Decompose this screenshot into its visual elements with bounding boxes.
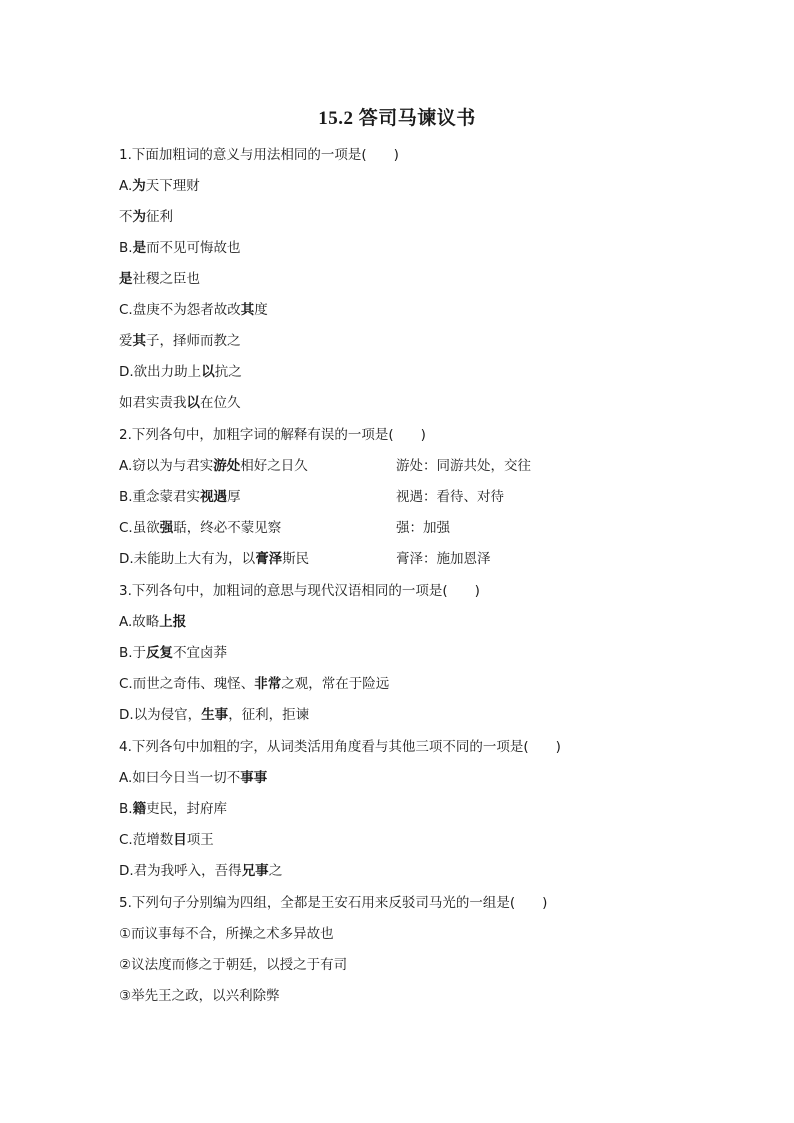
bold-word: 是 [119, 271, 133, 287]
bold-word: 生事 [201, 707, 229, 723]
q4-option-b [119, 800, 227, 818]
bold-word: 兄事 [241, 863, 269, 879]
question-1-stem: 1.下面加粗词的意义与用法相同的一项是( ) [119, 147, 399, 163]
q1-option-c-line2 [119, 332, 241, 350]
q2-option-a-gloss: 游处：同游共处，交往 [396, 458, 531, 474]
bold-word: 反复 [146, 645, 174, 661]
text: 度 [254, 302, 268, 318]
text: 不宜卤莽 [173, 645, 228, 661]
q1-option-c-line1 [119, 301, 268, 319]
bold-word: 非常 [254, 676, 282, 692]
q1-option-b-line2 [119, 270, 200, 288]
bold-word: 是 [132, 240, 147, 256]
text: 爱 [119, 333, 133, 349]
text: C.而世之奇伟、瑰怪、 [119, 676, 255, 692]
text: 相好之日久 [240, 458, 308, 474]
text: 社稷之臣也 [132, 271, 200, 287]
q5-sentence-1: ①而议事每不合，所操之术多异故也 [119, 926, 334, 942]
bold-word: 强 [159, 520, 174, 536]
bold-word: 游处 [213, 458, 241, 474]
bold-word: 以 [186, 395, 200, 411]
text: 在位久 [200, 395, 241, 411]
document-title: 15.2 答司马谏议书 [318, 108, 476, 129]
text: 厚 [227, 489, 241, 505]
q5-sentence-2: ②议法度而修之于朝廷，以授之于有司 [119, 957, 348, 973]
bold-word: 其 [240, 302, 255, 318]
q3-option-b [119, 644, 227, 662]
text: 项王 [186, 832, 214, 848]
bold-word: 其 [132, 333, 146, 349]
q1-option-b-line1 [119, 239, 241, 257]
question-4-stem: 4.下列各句中加粗的字，从词类活用角度看与其他三项不同的一项是( ) [119, 739, 561, 755]
q1-option-a-line2 [119, 208, 173, 226]
text: C.虽欲 [119, 520, 160, 536]
text: B. [119, 240, 133, 256]
q2-option-a [119, 457, 308, 475]
text: 抗之 [214, 364, 242, 380]
text: 斯民 [282, 551, 310, 567]
q4-option-a [119, 769, 267, 787]
q4-option-d [119, 862, 282, 880]
q3-option-c [119, 675, 389, 693]
bold-word: 为 [132, 209, 146, 225]
q1-option-d-line2 [119, 394, 241, 412]
text: C.盘庚不为怨者故改 [119, 302, 241, 318]
text: 之观，常在于险远 [281, 676, 390, 692]
bold-word: 事事 [240, 770, 268, 786]
q4-option-c [119, 831, 214, 849]
text: D.君为我呼入，吾得 [119, 863, 242, 879]
text: 之 [268, 863, 283, 879]
text: C.范增数 [119, 832, 174, 848]
text: B. [119, 801, 133, 817]
question-5-stem: 5.下列句子分别编为四组，全都是王安石用来反驳司马光的一组是( ) [119, 895, 548, 911]
q3-option-d [119, 706, 309, 724]
text: 吏民，封府库 [146, 801, 228, 817]
text: 而不见可悔故也 [146, 240, 241, 256]
text: A.如曰今日当一切不 [119, 770, 241, 786]
bold-word: 籍 [132, 801, 147, 817]
text: 聒，终必不蒙见察 [173, 520, 282, 536]
bold-word: 目 [173, 832, 187, 848]
q2-option-d [119, 550, 309, 568]
text: D.以为侵官， [119, 707, 202, 723]
q1-option-d-line1 [119, 363, 242, 381]
q2-option-b-gloss: 视遇：看待、对待 [396, 489, 504, 505]
text: B.重念蒙君实 [119, 489, 201, 505]
text: 征利 [146, 209, 173, 225]
q5-sentence-3: ③举先王之政，以兴利除弊 [119, 988, 280, 1004]
q1-option-a-line1 [119, 177, 200, 195]
bold-word: 膏泽 [255, 551, 283, 567]
text: 天下理财 [145, 178, 200, 194]
bold-word: 上报 [159, 614, 187, 630]
text: D.欲出力助上 [119, 364, 202, 380]
text: A. [119, 178, 133, 194]
bold-word: 以 [201, 364, 215, 380]
question-3-stem: 3.下列各句中，加粗词的意思与现代汉语相同的一项是( ) [119, 583, 480, 599]
text: A.窃以为与君实 [119, 458, 214, 474]
text: B.于 [119, 645, 147, 661]
text: 不 [119, 209, 133, 225]
bold-word: 为 [132, 178, 146, 194]
text: 如君实责我 [119, 395, 187, 411]
q2-option-c [119, 519, 281, 537]
text: D.未能助上大有为，以 [119, 551, 256, 567]
text: ，征利，拒谏 [228, 707, 310, 723]
question-2-stem: 2.下列各句中，加粗字词的解释有误的一项是( ) [119, 427, 426, 443]
bold-word: 视遇 [200, 489, 228, 505]
q2-option-b [119, 488, 241, 506]
q2-option-d-gloss: 膏泽：施加恩泽 [396, 551, 491, 567]
text: A.故略 [119, 614, 160, 630]
q3-option-a [119, 613, 186, 631]
text: 子，择师而教之 [146, 333, 241, 349]
q2-option-c-gloss: 强：加强 [396, 520, 450, 536]
